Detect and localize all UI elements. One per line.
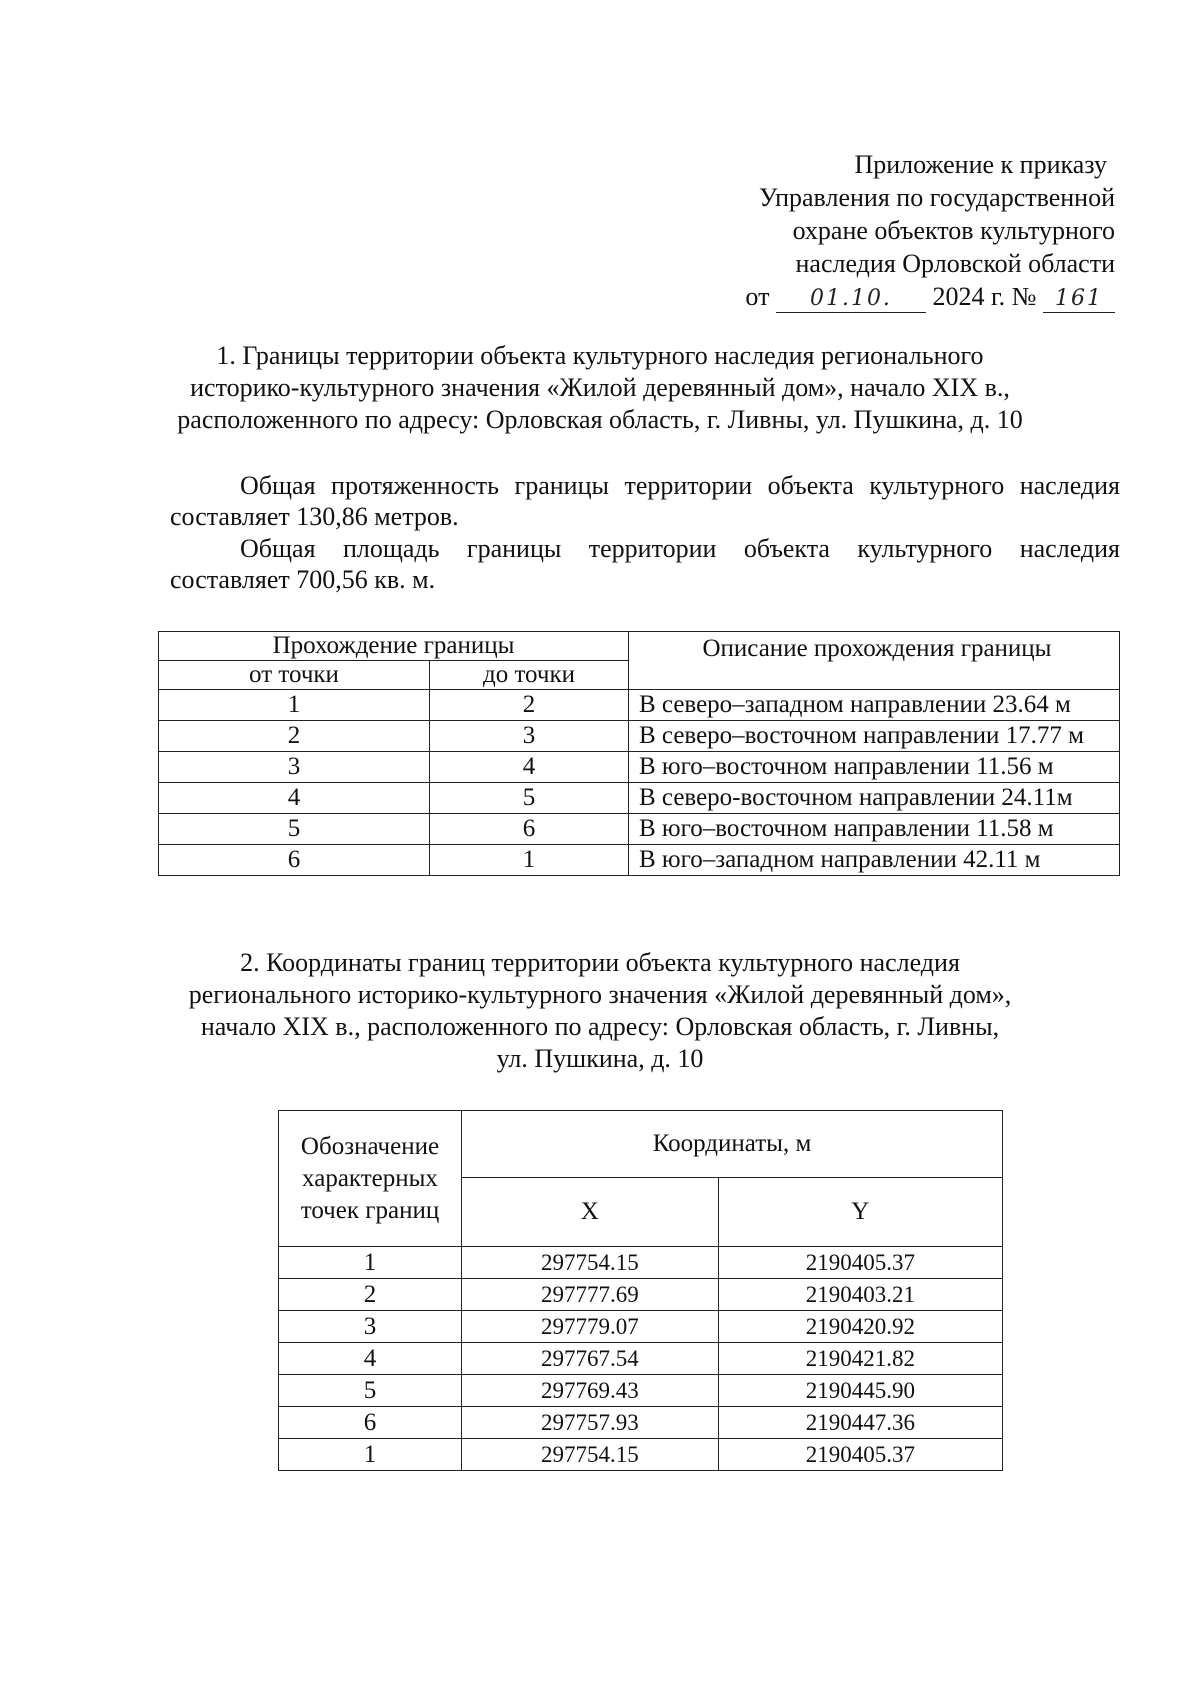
description-cell: В северо-восточном направлении 24.11м	[629, 783, 1120, 814]
table-row	[279, 1247, 1003, 1279]
y-coordinate-cell: 2190405.37	[718, 1439, 1002, 1471]
y-coordinate-cell: 2190403.21	[718, 1279, 1002, 1311]
x-coordinate-cell: 297779.07	[462, 1311, 719, 1343]
point-cell: 1	[279, 1439, 462, 1471]
table-row	[279, 1311, 1003, 1343]
section2-title	[150, 947, 1050, 1075]
point-cell: 1	[279, 1247, 462, 1279]
from-point-cell: 6	[159, 845, 430, 876]
point-cell: 4	[279, 1343, 462, 1375]
table-row	[279, 1343, 1003, 1375]
boundary-header-group: Прохождение границы	[159, 632, 629, 661]
y-coordinate-cell: 2190445.90	[718, 1375, 1002, 1407]
total-area-text: Общая площадь границы территории объекта культурного наследия составляет 700,56 кв. м.	[170, 534, 1120, 594]
description-cell: В северо–западном направлении 23.64 м	[629, 690, 1120, 721]
y-coordinate-cell: 2190447.36	[718, 1407, 1002, 1439]
description-cell: В северо–восточном направлении 17.77 м	[629, 721, 1120, 752]
order-number-handwritten: 161	[1043, 286, 1115, 313]
section2-title-line: ул. Пушкина, д. 10	[496, 1044, 704, 1073]
table-row	[159, 752, 1120, 783]
table-row	[279, 1375, 1003, 1407]
to-point-cell: 6	[430, 814, 629, 845]
from-point-cell: 2	[159, 721, 430, 752]
to-point-cell: 1	[430, 845, 629, 876]
x-coordinate-cell: 297777.69	[462, 1279, 719, 1311]
boundary-table-header-row	[159, 632, 1120, 661]
boundary-header-desc: Описание прохождения границы	[629, 632, 1120, 690]
section1-title	[150, 340, 1050, 436]
description-cell: В юго–западном направлении 42.11 м	[629, 845, 1120, 876]
boundary-header-from: от точки	[159, 661, 430, 690]
to-point-cell: 2	[430, 690, 629, 721]
table-row	[159, 845, 1120, 876]
description-cell: В юго–восточном направлении 11.58 м	[629, 814, 1120, 845]
to-point-cell: 3	[430, 721, 629, 752]
boundary-header-to: до точки	[430, 661, 629, 690]
x-coordinate-cell: 297767.54	[462, 1343, 719, 1375]
table-row	[279, 1407, 1003, 1439]
from-point-cell: 1	[159, 690, 430, 721]
total-length-text: Общая протяженность границы территории объекта культурного наследия составляет 130,86 метров.	[170, 471, 1120, 531]
point-cell: 5	[279, 1375, 462, 1407]
coords-header-y: Y	[718, 1178, 1002, 1247]
section1-title-line: расположенного по адресу: Орловская область, г. Ливны, ул. Пушкина, д. 10	[177, 405, 1023, 434]
y-coordinate-cell: 2190405.37	[718, 1247, 1002, 1279]
table-row	[159, 721, 1120, 752]
table-row	[159, 814, 1120, 845]
y-coordinate-cell: 2190421.82	[718, 1343, 1002, 1375]
description-cell: В юго–восточном направлении 11.56 м	[629, 752, 1120, 783]
from-point-cell: 5	[159, 814, 430, 845]
to-point-cell: 5	[430, 783, 629, 814]
point-cell: 3	[279, 1311, 462, 1343]
table-row	[159, 783, 1120, 814]
order-prefix: от	[745, 282, 770, 311]
order-date-handwritten: 01.10.	[776, 286, 926, 313]
x-coordinate-cell: 297754.15	[462, 1439, 719, 1471]
total-length-paragraph	[170, 470, 1120, 532]
section2-title-line: начало XIX в., расположенного по адресу: Орловская область, г. Ливны,	[200, 1012, 1000, 1041]
annex-line: охране объектов культурного	[792, 216, 1115, 245]
from-point-cell: 3	[159, 752, 430, 783]
section2-title-line: регионального историко-культурного значения «Жилой деревянный дом»,	[188, 980, 1012, 1009]
annex-line: Приложение к приказу	[854, 150, 1107, 179]
table-row	[279, 1279, 1003, 1311]
section1-title-line: 1. Границы территории объекта культурного наследия регионального	[216, 341, 984, 370]
coords-header-x: X	[462, 1178, 719, 1247]
annex-line: Управления по государственной	[758, 183, 1115, 212]
coords-header-coords: Координаты, м	[462, 1111, 1003, 1178]
coords-header-mark: Обозначение характерных точек границ	[279, 1111, 462, 1247]
annex-header	[595, 148, 1115, 313]
total-area-paragraph	[170, 533, 1120, 595]
x-coordinate-cell: 297769.43	[462, 1375, 719, 1407]
x-coordinate-cell: 297757.93	[462, 1407, 719, 1439]
point-cell: 6	[279, 1407, 462, 1439]
order-line	[595, 280, 1115, 313]
table-row	[159, 690, 1120, 721]
from-point-cell: 4	[159, 783, 430, 814]
point-cell: 2	[279, 1279, 462, 1311]
table-row	[279, 1439, 1003, 1471]
to-point-cell: 4	[430, 752, 629, 783]
section1-title-line: историко-культурного значения «Жилой деревянный дом», начало XIX в.,	[190, 373, 1010, 402]
y-coordinate-cell: 2190420.92	[718, 1311, 1002, 1343]
order-year: 2024 г. №	[932, 282, 1037, 311]
boundary-table	[158, 631, 1120, 876]
coordinates-table	[278, 1110, 1003, 1471]
x-coordinate-cell: 297754.15	[462, 1247, 719, 1279]
coords-header-row	[279, 1111, 1003, 1178]
annex-line: наследия Орловской области	[795, 249, 1115, 278]
section2-title-line: 2. Координаты границ территории объекта культурного наследия	[240, 948, 960, 977]
